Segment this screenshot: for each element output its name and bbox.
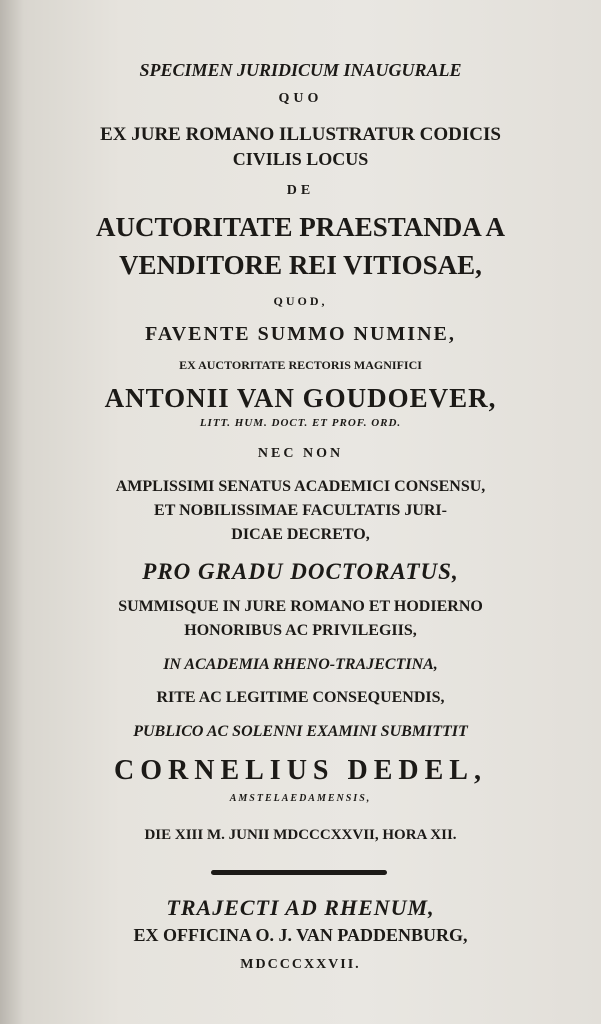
de-line: DE — [286, 183, 315, 198]
quod-line: QUOD, — [273, 294, 328, 308]
honores-line-1: SUMMISQUE IN JURE ROMANO ET HODIERNO — [118, 598, 483, 615]
rite-line: RITE AC LEGITIME CONSEQUENDIS, — [156, 689, 445, 706]
rector-title: LITT. HUM. DOCT. ET PROF. ORD. — [199, 417, 402, 429]
candidate-origin: AMSTELAEDAMENSIS, — [229, 793, 372, 804]
main-title-line-2: VENDITORE REI VITIOSAE, — [119, 250, 482, 280]
examini-line: PUBLICO AC SOLENNI EXAMINI SUBMITTIT — [133, 723, 468, 740]
favente-line: FAVENTE SUMMO NUMINE, — [145, 323, 456, 345]
specimen-heading: SPECIMEN JURIDICUM INAUGURALE — [139, 60, 462, 80]
facultatis-line-1: ET NOBILISSIMAE FACULTATIS JURI- — [154, 502, 447, 519]
candidate-name: CORNELIUS DEDEL, — [114, 755, 487, 786]
nec-non-line: NEC NON — [257, 446, 344, 461]
main-title-line-1: AUCTORITATE PRAESTANDA A — [95, 212, 506, 242]
senatus-line: AMPLISSIMI SENATUS ACADEMICI CONSENSU, — [115, 478, 486, 495]
divider-rule — [211, 870, 387, 875]
subject-line-2: CIVILIS LOCUS — [232, 149, 369, 169]
imprint-year: MDCCCXXVII. — [240, 957, 361, 972]
degree-line: PRO GRADU DOCTORATUS, — [142, 559, 459, 584]
imprint-place: TRAJECTI AD RHENUM, — [166, 895, 435, 920]
subject-line-1: EX JURE ROMANO ILLUSTRATUR CODICIS — [100, 124, 501, 145]
rector-name: ANTONII VAN GOUDOEVER, — [104, 383, 497, 413]
quo-line: QUO — [278, 91, 323, 106]
imprint-printer: EX OFFICINA O. J. VAN PADDENBURG, — [133, 925, 468, 945]
date-line: DIE XIII M. JUNII MDCCCXXVII, HORA XII. — [144, 827, 457, 843]
facultatis-line-2: DICAE DECRETO, — [231, 526, 370, 543]
rector-line: EX AUCTORITATE RECTORIS MAGNIFICI — [179, 358, 422, 372]
honores-line-2: HONORIBUS AC PRIVILEGIIS, — [184, 622, 417, 639]
academia-line: IN ACADEMIA RHENO-TRAJECTINA, — [163, 656, 438, 673]
